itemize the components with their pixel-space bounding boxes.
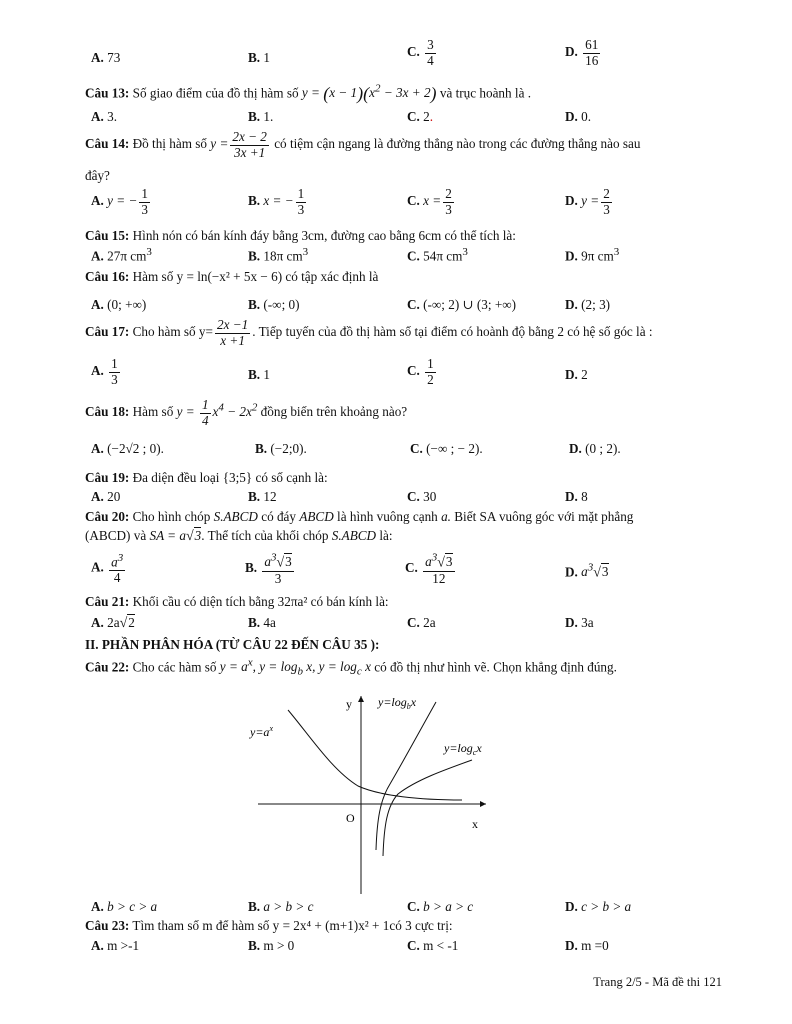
q19-option-d: D. 8 [565,489,588,504]
q16-option-c: C. (-∞; 2) ∪ (3; +∞) [407,297,517,312]
label-y-a-pow-x: $y=a^x$ [250,724,273,739]
q23-option-b: B. m > 0 [248,938,295,953]
q21-option-a: A. 2a√2 [91,615,135,631]
q15-option-a: A. 27π $cm^3$ [91,246,152,264]
q16-option-a: A. (0; +∞) [91,297,147,312]
q14-option-b: B. x = − $\frac{1}{3}$ [248,186,305,217]
q21-stem: Câu 21: Khối cầu có diện tích bằng 32πa² có bán kính là: [85,594,389,609]
q18-option-d: D. (0 ; 2). [569,441,621,456]
q20-option-d: D. $a^3√3$ [565,562,609,581]
q13-option-c: C. 2. [407,109,434,124]
q20-option-a: A. $\frac{a^3}{4}$ [91,552,124,585]
label-axis-x: x [472,817,478,831]
q13-formula: $y = (x - 1)(x^2 - 3x + 2)$ [301,83,437,104]
q20-option-c: C. $\frac{a^3√3}{12}$ [405,552,453,586]
label-axis-y: y [346,697,352,711]
label-y-log-c: $y=\log_cx$ [444,741,482,757]
q22-formula: $y = a^x$, $y = \log_b x$, $y = \log_c x$ [219,657,371,679]
page-footer: Trang 2/5 - Mã đề thi 121 [593,975,722,989]
q15-option-c: C. 54π $cm^3$ [407,246,468,264]
q23-option-a: A. m >-1 [91,938,140,953]
curve-a-pow-x [288,710,462,800]
q18-option-a: A. (−2√2 ; 0). [91,441,164,456]
q19-option-b: B. 12 [248,489,277,504]
q15-option-b: B. 18π $cm^3$ [248,246,309,264]
q21-option-c: C. 2a [407,615,436,630]
q20-option-b: B. $\frac{a^3√3}{3}$ [245,552,292,586]
label-y-log-b: $y=\log_bx$ [378,695,417,711]
q21-option-b: B. 4a [248,615,276,630]
q14-option-d: D. y = $\frac{2}{3}$ [565,186,610,217]
q22-option-d: D. c > b > a [565,899,632,914]
q22-option-c: C. b > a > c [407,899,474,914]
q12-option-d: D. $\frac{61}{16}$ [565,37,599,68]
q13-option-b: B. 1. [248,109,274,124]
label-origin: O [346,811,355,825]
section-title: II. PHẦN PHÂN HÓA (TỪ CÂU 22 ĐẾN CÂU 35 ): [85,637,380,652]
q20-stem: Câu 20: Cho hình chóp S.ABCD có đáy ABCD là hình vuông cạnh a. Biết SA vuông góc với mặt phẳng [85,509,634,524]
q22-graph [240,688,510,898]
q23-stem: Câu 23: Tìm tham số m để hàm số y = 2x⁴ + (m+1)x² + 1có 3 cực trị: [85,918,453,933]
q14-stem: Câu 14: Đồ thị hàm số y = $\frac{2x - 2}{3x +1}$ có tiệm cận ngang là đường thẳng nào trong các đường thẳng nào sau [85,129,641,160]
curve-log-c [383,760,472,856]
q14-option-c: C. x = $\frac{2}{3}$ [407,186,452,217]
q13-option-a: A. 3. [91,109,118,124]
q12-option-b: B. 1 [248,50,270,65]
q22-option-a: A. b > c > a [91,899,158,914]
q22-option-b: B. a > b > c [248,899,314,914]
q19-option-c: C. 30 [407,489,437,504]
q16-option-d: D. (2; 3) [565,297,611,312]
q16-stem: Câu 16: Hàm số y = ln(−x² + 5x − 6) có tập xác định là [85,269,379,284]
q13-stem: Câu 13: Số giao điểm của đồ thị hàm số $y = (x - 1)(x^2 - 3x + 2)$ và trục hoành là . [85,83,532,104]
q17-option-d: D. 2 [565,367,588,382]
q20-formula: SA = a√3 [149,528,202,544]
q13-option-d: D. 0. [565,109,592,124]
q17-option-c: C. $\frac{1}{2}$ [407,356,434,387]
q20-stem-line2: (ABCD) và SA = a√3. Thể tích của khối chóp S.ABCD là: [85,528,393,544]
q22-stem: Câu 22: Cho các hàm số $y = a^x$, $y = \log_b x$, $y = \log_c x$ có đồ thị như hình vẽ. Chọn khẳng định đúng. [85,657,617,679]
q18-option-b: B. (−2;0). [255,441,307,456]
q21-option-d: D. 3a [565,615,594,630]
q17-option-a: A. $\frac{1}{3}$ [91,356,118,387]
q14-stem-line2: đây? [85,168,110,183]
q17-option-b: B. 1 [248,367,270,382]
q18-option-c: C. (−∞ ; − 2). [410,441,483,456]
q14-option-a: A. y = − $\frac{1}{3}$ [91,186,148,217]
q15-option-d: D. 9π $cm^3$ [565,246,620,264]
q18-formula: y = $\frac{1}{4}$ $x^4 - 2x^2$ [176,397,258,428]
q19-option-a: A. 20 [91,489,121,504]
q15-stem: Câu 15: Hình nón có bán kính đáy bằng 3cm, đường cao bằng 6cm có thể tích là: [85,228,516,243]
q12-option-c: C. $\frac{3}{4}$ [407,37,434,68]
q23-option-d: D. m =0 [565,938,609,953]
q16-option-b: B. (-∞; 0) [248,297,300,312]
q12-option-a: A. 73 [91,50,121,65]
q23-option-c: C. m < -1 [407,938,459,953]
q18-stem: Câu 18: Hàm số y = $\frac{1}{4}$ $x^4 - 2x^2$ đồng biến trên khoảng nào? [85,397,408,428]
q17-stem: Câu 17: Cho hàm số y= $\frac{2x -1}{x +1}$ . Tiếp tuyến của đồ thị hàm số tại điểm có hoành độ bằng 2 có hệ số góc là : [85,317,653,348]
q19-stem: Câu 19: Đa diện đều loại {3;5} có số cạnh là: [85,470,328,485]
